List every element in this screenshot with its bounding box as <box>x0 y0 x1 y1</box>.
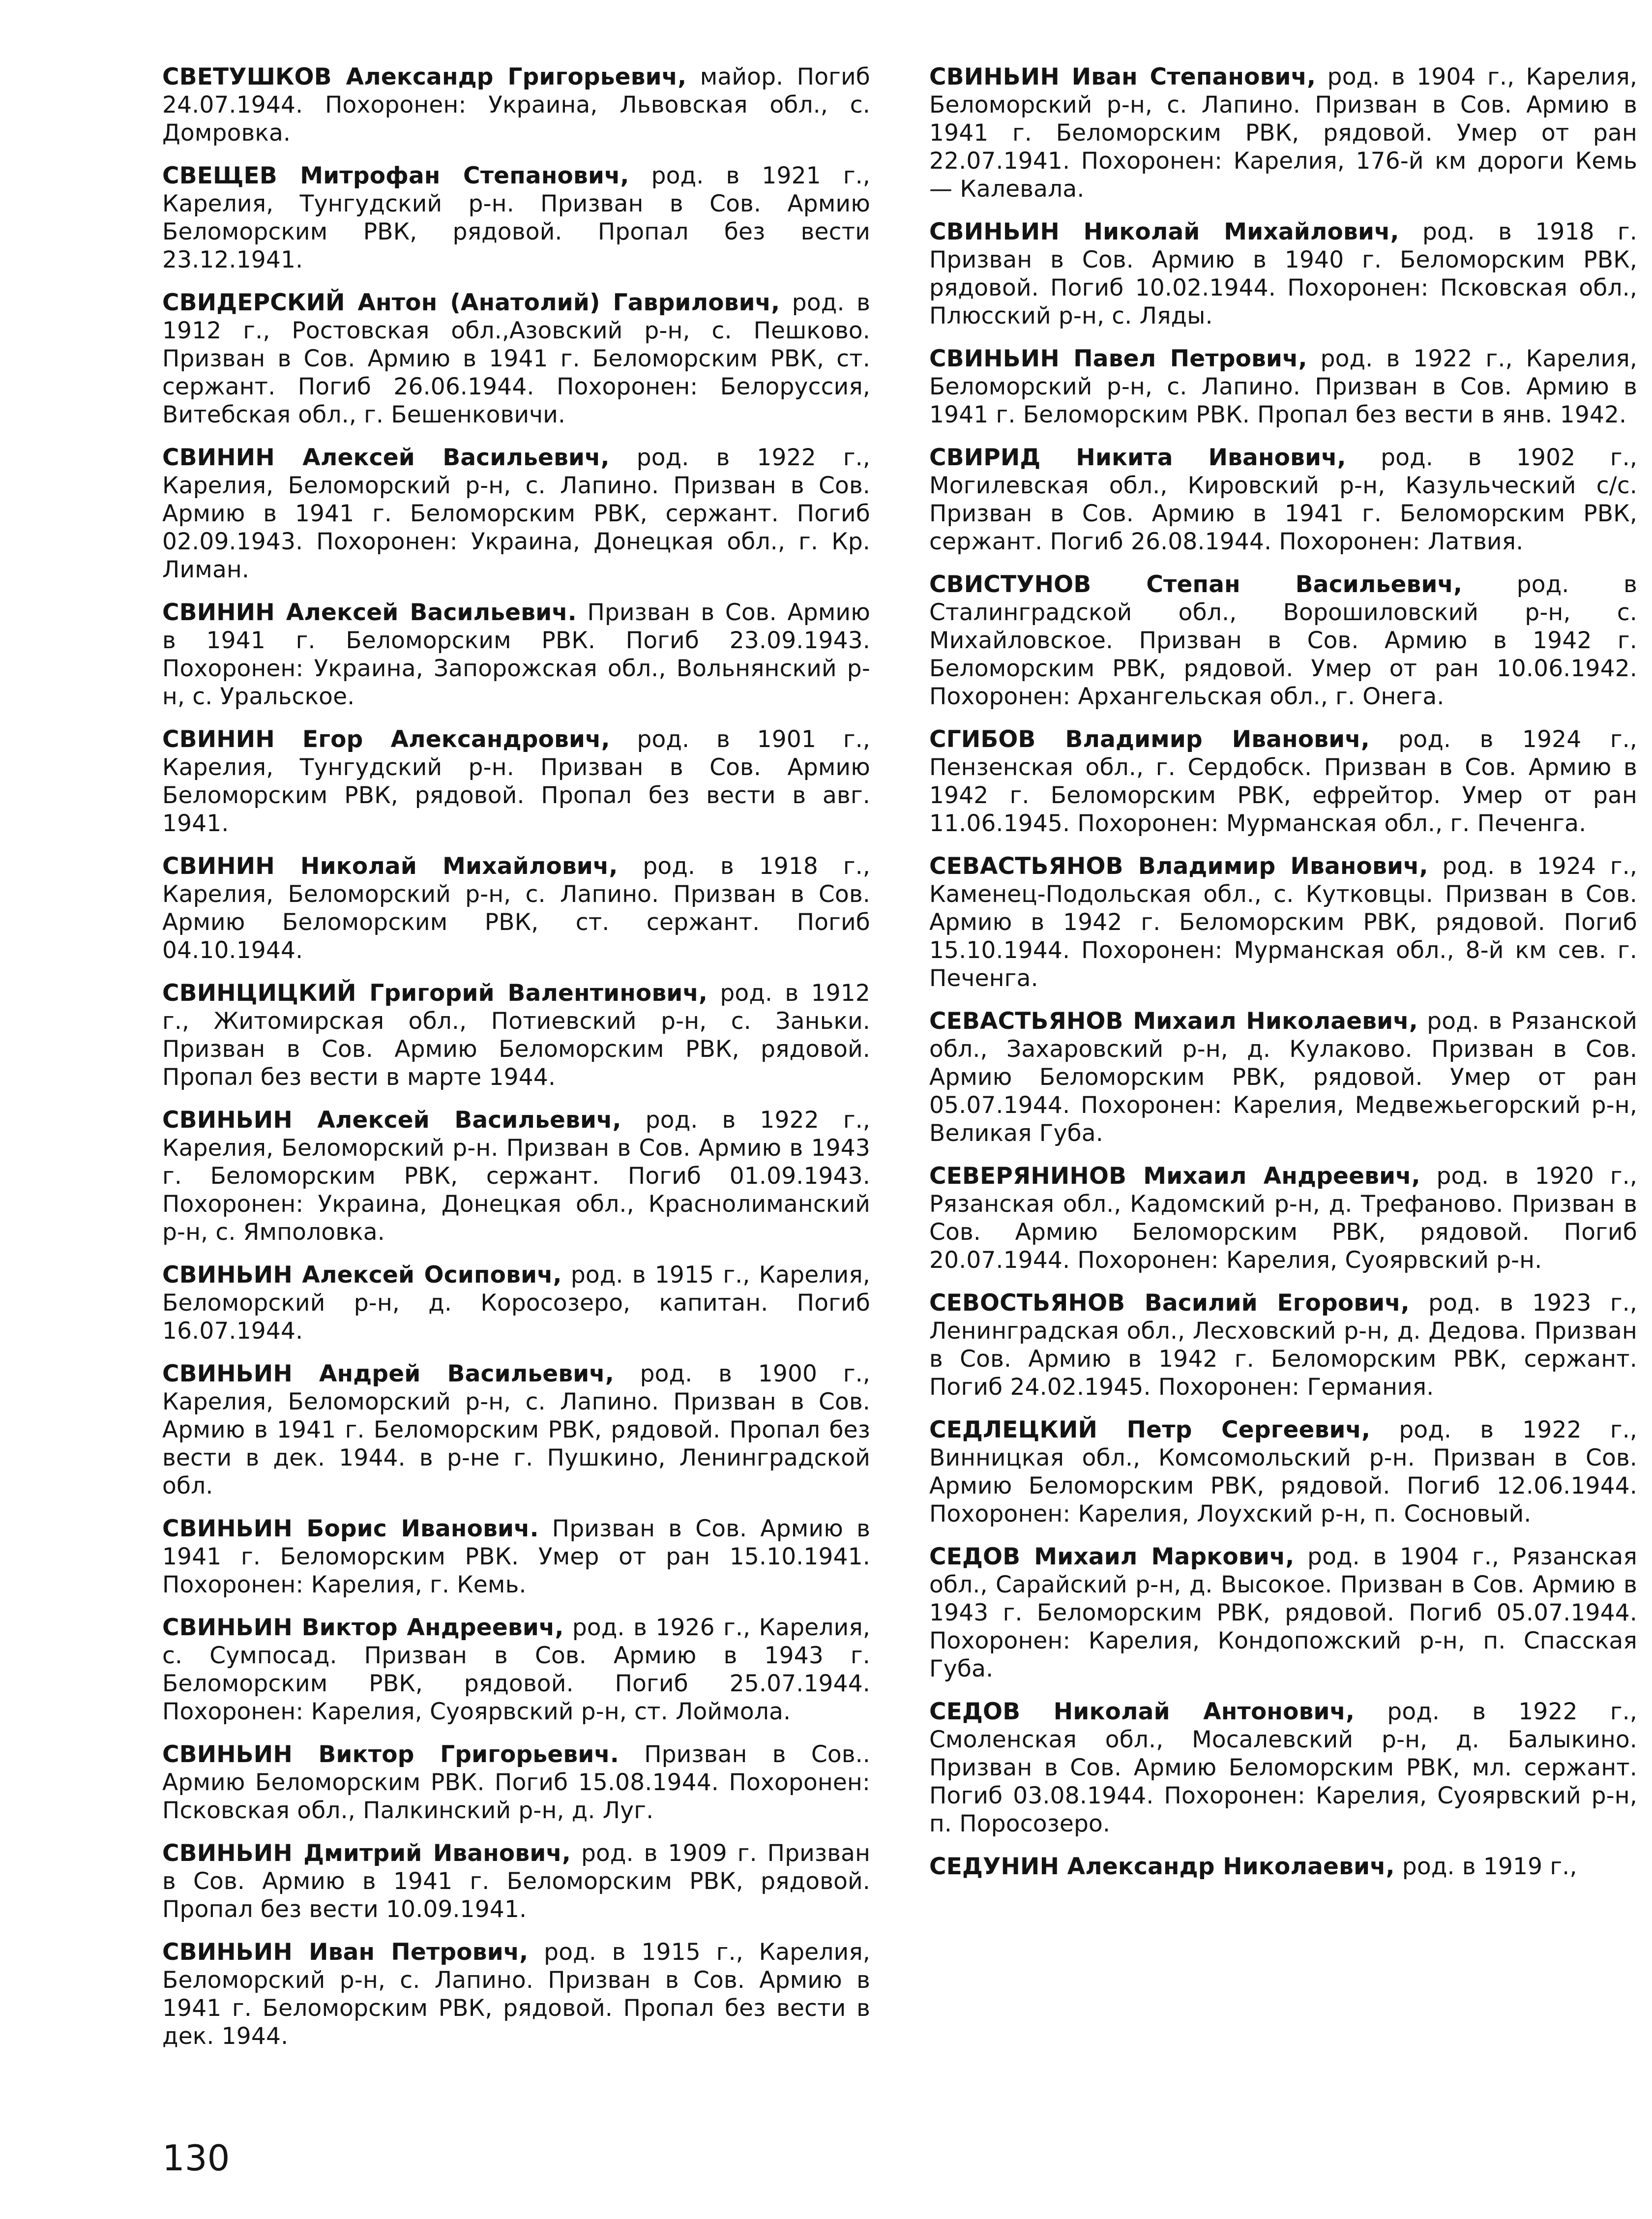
memorial-entry <box>929 1698 1637 1838</box>
entry-name: СВИНЬИН Виктор Андреевич, <box>162 1614 564 1641</box>
memorial-entry <box>929 1007 1637 1147</box>
entry-text: род. в 1901 г., Карелия, Тунгудский р-н. Призван в Сов. Армию Беломорским РВК, рядовой. Пропал без вести в авг. 1941. <box>162 726 870 837</box>
entry-text: род. в Рязанской обл., Захаровский р-н, д. Кулаково. Призван в Сов. Армию Беломорским РВК, рядовой. Умер от ран 05.07.1944. Похоронен: Карелия, Медвежьегорский р-н, Великая Губа. <box>929 1008 1637 1147</box>
memorial-entry <box>929 444 1637 556</box>
entry-name: СВИНЬИН Иван Петрович, <box>162 1939 529 1966</box>
entry-name: СВИНИН Алексей Васильевич, <box>162 444 610 471</box>
entry-text: род. в 1924 г., Каменец-Подольская обл., с. Кутковцы. Призван в Сов. Армию в 1942 г. Беломорским РВК, рядовой. Погиб 15.10.1944. Похоронен: Мурманская обл., 8-й км сев. г. Печенга. <box>929 853 1637 992</box>
left-column <box>162 63 870 2104</box>
memorial-entry <box>929 1289 1637 1401</box>
entry-text: род. в 1919 г., <box>1402 1853 1577 1880</box>
memorial-entry <box>162 444 870 584</box>
entry-text: род. в Сталинградской обл., Ворошиловский р-н, с. Михайловское. Призван в Сов. Армию в 1942 г. Беломорским РВК, рядовой. Умер от ран 10.06.1942. Похоронен: Архангельская обл., г. Онега. <box>929 571 1637 710</box>
entry-text: род. в 1900 г., Карелия, Беломорский р-н, с. Лапино. Призван в Сов. Армию в 1941 г. Беломорским РВК, рядовой. Пропал без вести в дек. 1944. в р-не г. Пушкино, Ленинградской обл. <box>162 1360 870 1499</box>
memorial-entry <box>162 599 870 711</box>
memorial-entry <box>929 570 1637 711</box>
entry-text: род. в 1918 г., Карелия, Беломорский р-н, с. Лапино. Призван в Сов. Армию Беломорским РВК, ст. сержант. Погиб 04.10.1944. <box>162 853 870 964</box>
entry-name: СВИНЦИЦКИЙ Григорий Валентинович, <box>162 980 708 1007</box>
entry-name: СВИНИН Николай Михайлович, <box>162 853 618 880</box>
memorial-entry <box>929 725 1637 838</box>
memorial-entry <box>162 979 870 1091</box>
entry-text: род. в 1920 г., Рязанская обл., Кадомский р-н, д. Трефаново. Призван в Сов. Армию Беломорским РВК, рядовой. Погиб 20.07.1944. Похоронен: Карелия, Суоярвский р-н. <box>929 1163 1637 1274</box>
entry-text: род. в 1922 г., Винницкая обл., Комсомольский р-н. Призван в Сов. Армию Беломорским РВК, рядовой. Погиб 12.06.1944. Похоронен: Карелия, Лоухский р-н, п. Сосновый. <box>929 1416 1637 1528</box>
memorial-entry <box>929 218 1637 330</box>
entry-name: СВИНЬИН Николай Михайлович, <box>929 218 1399 245</box>
entry-name: СЕВОСТЬЯНОВ Василий Егорович, <box>929 1289 1410 1317</box>
entry-text: Призван в Сов. Армию в 1941 г. Беломорским РВК. Умер от ран 15.10.1941. Похоронен: Карелия, г. Кемь. <box>162 1515 870 1598</box>
entry-name: СГИБОВ Владимир Иванович, <box>929 726 1370 753</box>
entry-text: род. в 1922 г., Карелия, Беломорский р-н, с. Лапино. Призван в Сов. Армию в 1941 г. Беломорским РВК. Пропал без вести в янв. 1942. <box>929 345 1637 428</box>
entry-name: СВИНЬИН Виктор Григорьевич. <box>162 1741 619 1768</box>
entry-name: СВИНЬИН Андрей Васильевич, <box>162 1360 614 1387</box>
memorial-entry <box>929 1853 1637 1881</box>
entry-text: род. в 1918 г. Призван в Сов. Армию в 1940 г. Беломорским РВК, рядовой. Погиб 10.02.1944. Похоронен: Псковская обл., Плюсский р-н, с. Ляды. <box>929 218 1637 330</box>
memorial-entry <box>929 852 1637 992</box>
memorial-entry <box>162 289 870 429</box>
memorial-entry <box>162 1360 870 1500</box>
entry-text: род. в 1909 г. Призван в Сов. Армию в 1941 г. Беломорским РВК, рядовой. Пропал без вести 10.09.1941. <box>162 1840 870 1923</box>
page-number: 130 <box>162 2137 230 2179</box>
entry-name: СВИНЬИН Борис Иванович. <box>162 1515 539 1542</box>
entry-name: СЕВАСТЬЯНОВ Михаил Николаевич, <box>929 1008 1418 1035</box>
entry-text: род. в 1904 г., Рязанская обл., Сарайский р-н, д. Высокое. Призван в Сов. Армию в 1943 г. Беломорским РВК, рядовой. Погиб 05.07.1944. Похоронен: Карелия, Кондопожский р-н, п. Спасская Губа. <box>929 1543 1637 1682</box>
entry-name: СЕДЛЕЦКИЙ Петр Сергеевич, <box>929 1416 1371 1443</box>
memorial-entry <box>162 1614 870 1726</box>
memorial-entry <box>162 1515 870 1599</box>
entry-name: СЕДОВ Николай Антонович, <box>929 1698 1355 1725</box>
entry-text: род. в 1922 г., Карелия, Беломорский р-н. Призван в Сов. Армию в 1943 г. Беломорским РВК, сержант. Погиб 01.09.1943. Похоронен: Украина, Донецкая обл., Краснолиманский р-н, с. Ямполовка. <box>162 1107 870 1246</box>
memorial-entry <box>929 1416 1637 1528</box>
entry-text: майор. Погиб 24.07.1944. Похоронен: Украина, Львовская обл., с. Домровка. <box>162 63 870 147</box>
entry-name: СВИНЬИН Павел Петрович, <box>929 345 1307 372</box>
memorial-entry <box>162 1261 870 1345</box>
memorial-entry <box>162 1938 870 2050</box>
entry-name: СЕДУНИН Александр Николаевич, <box>929 1853 1395 1880</box>
entry-name: СВИНЬИН Алексей Васильевич, <box>162 1107 621 1134</box>
entry-text: род. в 1912 г., Ростовская обл.,Азовский р-н, с. Пешково. Призван в Сов. Армию в 1941 г. Беломорским РВК, ст. сержант. Погиб 26.06.1944. Похоронен: Белоруссия, Витебская обл., г. Бешенковичи. <box>162 289 870 428</box>
memorial-entry <box>162 725 870 838</box>
entry-text: род. в 1922 г., Смоленская обл., Мосалевский р-н, д. Балыкино. Призван в Сов. Армию Беломорским РВК, мл. сержант. Погиб 03.08.1944. Похоронен: Карелия, Суоярвский р-н, п. Поросозеро. <box>929 1698 1637 1837</box>
memorial-entry <box>162 1839 870 1923</box>
entry-name: СВЕТУШКОВ Александр Григорьевич, <box>162 63 687 90</box>
entry-text: род. в 1912 г., Житомирская обл., Потиевский р-н, с. Заньки. Призван в Сов. Армию Беломорским РВК, рядовой. Пропал без вести в марте 1944. <box>162 980 870 1091</box>
entry-name: СВИНЬИН Иван Степанович, <box>929 63 1316 90</box>
memorial-entry <box>162 63 870 147</box>
entry-name: СВИРИД Никита Иванович, <box>929 444 1346 471</box>
memorial-entry <box>929 1543 1637 1683</box>
entry-text: Призван в Сов.. Армию Беломорским РВК. Погиб 15.08.1944. Похоронен: Псковская обл., Палкинский р-н, д. Луг. <box>162 1741 870 1824</box>
entry-name: СВИНЬИН Алексей Осипович, <box>162 1261 562 1289</box>
entry-name: СВИСТУНОВ Степан Васильевич, <box>929 571 1463 598</box>
entry-name: СЕВЕРЯНИНОВ Михаил Андреевич, <box>929 1163 1420 1190</box>
right-column <box>929 63 1637 2104</box>
memorial-entry <box>162 162 870 274</box>
entry-name: СЕВАСТЬЯНОВ Владимир Иванович, <box>929 853 1428 880</box>
memorial-entry <box>929 345 1637 429</box>
entry-text: род. в 1922 г., Карелия, Беломорский р-н, с. Лапино. Призван в Сов. Армию в 1941 г. Беломорским РВК, сержант. Погиб 02.09.1943. Похоронен: Украина, Донецкая обл., г. Кр. Лиман. <box>162 444 870 583</box>
entry-text: род. в 1924 г., Пензенская обл., г. Сердобск. Призван в Сов. Армию в 1942 г. Беломорским РВК, ефрейтор. Умер от ран 11.06.1945. Похоронен: Мурманская обл., г. Печенга. <box>929 726 1637 837</box>
entry-name: СВЕЩЕВ Митрофан Степанович, <box>162 162 629 189</box>
entry-name: СЕДОВ Михаил Маркович, <box>929 1543 1295 1570</box>
memorial-entry <box>162 852 870 964</box>
memorial-entry <box>162 1740 870 1825</box>
memorial-entry <box>929 63 1637 203</box>
entry-name: СВИНИН Алексей Васильевич. <box>162 599 577 626</box>
entry-name: СВИНИН Егор Александрович, <box>162 726 610 753</box>
entry-name: СВИДЕРСКИЙ Антон (Анатолий) Гаврилович, <box>162 289 780 316</box>
entry-name: СВИНЬИН Дмитрий Иванович, <box>162 1840 571 1867</box>
entry-text: род. в 1923 г., Ленинградская обл., Лесховский р-н, д. Дедова. Призван в Сов. Армию в 1942 г. Беломорским РВК, сержант. Погиб 24.02.1945. Похоронен: Германия. <box>929 1289 1637 1401</box>
memorial-entry <box>929 1162 1637 1274</box>
entry-text: род. в 1921 г., Карелия, Тунгудский р-н. Призван в Сов. Армию Беломорским РВК, рядовой. Пропал без вести 23.12.1941. <box>162 162 870 273</box>
entry-text: род. в 1904 г., Карелия, Беломорский р-н, с. Лапино. Призван в Сов. Армию в 1941 г. Беломорским РВК, рядовой. Умер от ран 22.07.1941. Похоронен: Карелия, 176-й км дороги Кемь — Калевала. <box>929 63 1637 203</box>
entry-text: род. в 1902 г., Могилевская обл., Кировский р-н, Казульческий с/с. Призван в Сов. Армию в 1941 г. Беломорским РВК, сержант. Погиб 26.08.1944. Похоронен: Латвия. <box>929 444 1637 555</box>
entry-text: род. в 1915 г., Карелия, Беломорский р-н, с. Лапино. Призван в Сов. Армию в 1941 г. Беломорским РВК, рядовой. Пропал без вести в дек. 1944. <box>162 1939 870 2050</box>
memorial-entry <box>162 1106 870 1246</box>
entry-text: род. в 1926 г., Карелия, с. Сумпосад. Призван в Сов. Армию в 1943 г. Беломорским РВК, рядовой. Погиб 25.07.1944. Похоронен: Карелия, Суоярвский р-н, ст. Лоймола. <box>162 1614 870 1725</box>
entry-text: Призван в Сов. Армию в 1941 г. Беломорским РВК. Погиб 23.09.1943. Похоронен: Украина, Запорожская обл., Вольнянский р-н, с. Уральское. <box>162 599 870 710</box>
entry-text: род. в 1915 г., Карелия, Беломорский р-н, д. Коросозеро, капитан. Погиб 16.07.1944. <box>162 1261 870 1345</box>
